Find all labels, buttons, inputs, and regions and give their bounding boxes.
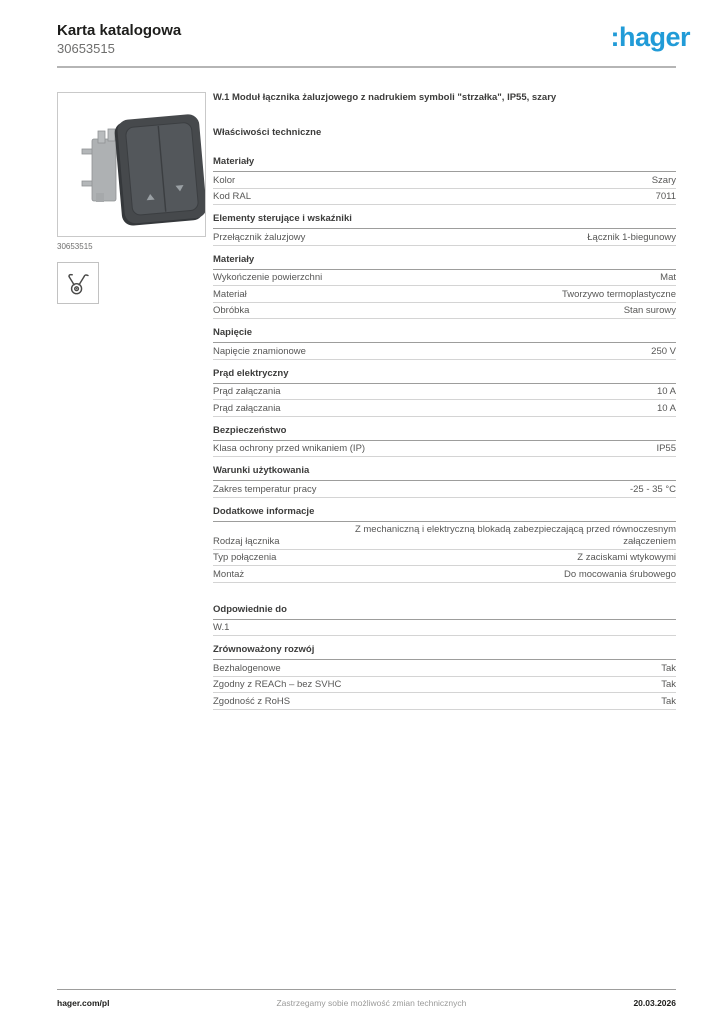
spec-section bbox=[213, 156, 676, 205]
spec-row-value: 10 A bbox=[656, 402, 676, 414]
spec-row-value: Tak bbox=[661, 695, 676, 707]
spec-row bbox=[213, 522, 676, 550]
spec-row-value: IP55 bbox=[656, 443, 676, 454]
spec-section-title: Materiały bbox=[213, 156, 676, 172]
spec-row bbox=[213, 441, 676, 458]
spec-section-title: Elementy sterujące i wskaźniki bbox=[213, 213, 676, 229]
spec-row-value: Tak bbox=[661, 679, 676, 690]
spec-row bbox=[213, 172, 676, 189]
spec-row-value: 250 V bbox=[651, 345, 676, 357]
spec-row-value: Z mechaniczną i elektryczną blokadą zabezpieczającą przed równoczesnym załączeniem bbox=[354, 524, 676, 547]
header-divider bbox=[57, 66, 676, 68]
spec-row-value: Tworzywo termoplastyczne bbox=[561, 288, 676, 300]
spec-row bbox=[213, 384, 676, 401]
spec-row bbox=[213, 677, 676, 694]
spec-row-label: Kod RAL bbox=[213, 191, 252, 202]
spec-row bbox=[213, 343, 676, 360]
spec-section-title: Warunki użytkowania bbox=[213, 465, 676, 481]
spec-row-value: Mat bbox=[660, 272, 676, 283]
spec-row bbox=[213, 400, 676, 417]
footer-disclaimer: Zastrzegamy sobie możliwość zmian technicznych bbox=[276, 998, 467, 1008]
shutter-switch-schematic-icon bbox=[63, 268, 93, 298]
footer-website: hager.com/pl bbox=[57, 998, 110, 1008]
spec-section bbox=[213, 506, 676, 583]
spec-row-label: Bezhalogenowe bbox=[213, 662, 281, 674]
spec-row bbox=[213, 303, 676, 320]
spec-row-label: Materiał bbox=[213, 288, 247, 300]
spec-row-value: Szary bbox=[651, 174, 676, 186]
footer bbox=[57, 989, 676, 1008]
spec-section-title: Prąd elektryczny bbox=[213, 368, 676, 384]
spec-section bbox=[213, 213, 676, 246]
spec-row bbox=[213, 189, 676, 206]
spec-row-label: Prąd załączania bbox=[213, 386, 281, 397]
document-type-title: Karta katalogowa bbox=[57, 22, 182, 39]
main-content bbox=[57, 92, 676, 718]
spec-row-label: Zgodność z RoHS bbox=[213, 695, 291, 707]
header-product-number: 30653515 bbox=[57, 40, 115, 56]
spec-row bbox=[213, 660, 676, 677]
mount-mechanism bbox=[82, 129, 116, 202]
product-image-caption: 30653515 bbox=[57, 242, 93, 251]
product-image bbox=[57, 92, 206, 237]
spec-row-label: Zgodny z REACh – bez SVHC bbox=[213, 679, 342, 690]
spec-row-label: Napięcie znamionowe bbox=[213, 345, 306, 357]
product-title: W.1 Moduł łącznika żaluzjowego z nadrukiem symboli "strzałka", IP55, szary bbox=[213, 92, 557, 103]
spec-section bbox=[213, 327, 676, 360]
spec-row-label: Wykończenie powierzchni bbox=[213, 272, 323, 283]
right-column bbox=[213, 92, 676, 718]
hager-logo: :hager bbox=[610, 22, 690, 52]
spec-row-value: Do mocowania śrubowego bbox=[564, 568, 676, 580]
blind-switch-product-illustration bbox=[58, 93, 205, 236]
spec-section-title: Dodatkowe informacje bbox=[213, 506, 676, 522]
spec-section bbox=[213, 368, 676, 417]
spec-row bbox=[213, 620, 676, 637]
spec-row-label: W.1 bbox=[213, 622, 230, 633]
spec-row-label: Przełącznik żaluzjowy bbox=[213, 231, 306, 243]
spec-row-label: Prąd załączania bbox=[213, 402, 281, 414]
spec-row-value: -25 - 35 °C bbox=[629, 483, 676, 495]
spec-section bbox=[213, 644, 676, 710]
spec-section bbox=[213, 254, 676, 320]
spec-row-label: Montaż bbox=[213, 568, 245, 580]
spec-row bbox=[213, 550, 676, 567]
spec-row bbox=[213, 229, 676, 246]
spec-row-value: 10 A bbox=[656, 386, 676, 397]
spec-row-value: 7011 bbox=[655, 191, 676, 202]
spec-row bbox=[213, 270, 676, 287]
specs-heading: Właściwości techniczne bbox=[213, 127, 322, 138]
spec-section-title: Odpowiednie do bbox=[213, 604, 676, 620]
switch-plate bbox=[114, 113, 205, 226]
spec-section-title: Bezpieczeństwo bbox=[213, 425, 676, 441]
spec-row-label: Obróbka bbox=[213, 305, 250, 316]
header bbox=[57, 22, 676, 58]
spec-row-value: Tak bbox=[661, 662, 676, 674]
footer-date: 20.03.2026 bbox=[633, 998, 676, 1008]
spec-row-label: Zakres temperatur pracy bbox=[213, 483, 317, 495]
spec-section bbox=[213, 604, 676, 637]
spec-section bbox=[213, 425, 676, 458]
spec-sections bbox=[213, 156, 676, 710]
spec-section-title: Zrównoważony rozwój bbox=[213, 644, 676, 660]
spec-section-title: Napięcie bbox=[213, 327, 676, 343]
spec-row-value: Łącznik 1-biegunowy bbox=[587, 231, 676, 243]
spec-row bbox=[213, 286, 676, 303]
spec-row bbox=[213, 481, 676, 498]
left-column bbox=[57, 92, 206, 718]
spec-row-label: Typ połączenia bbox=[213, 552, 277, 563]
spec-row-value: Stan surowy bbox=[623, 305, 676, 316]
spec-row-label: Rodzaj łącznika bbox=[213, 535, 280, 547]
spec-row-value: Z zaciskami wtykowymi bbox=[577, 552, 676, 563]
spec-section bbox=[213, 465, 676, 498]
symbol-icon-box bbox=[57, 262, 99, 304]
spec-row bbox=[213, 566, 676, 583]
spec-row bbox=[213, 693, 676, 710]
spec-section-title: Materiały bbox=[213, 254, 676, 270]
spec-row-label: Klasa ochrony przed wnikaniem (IP) bbox=[213, 443, 366, 454]
spec-row-label: Kolor bbox=[213, 174, 236, 186]
